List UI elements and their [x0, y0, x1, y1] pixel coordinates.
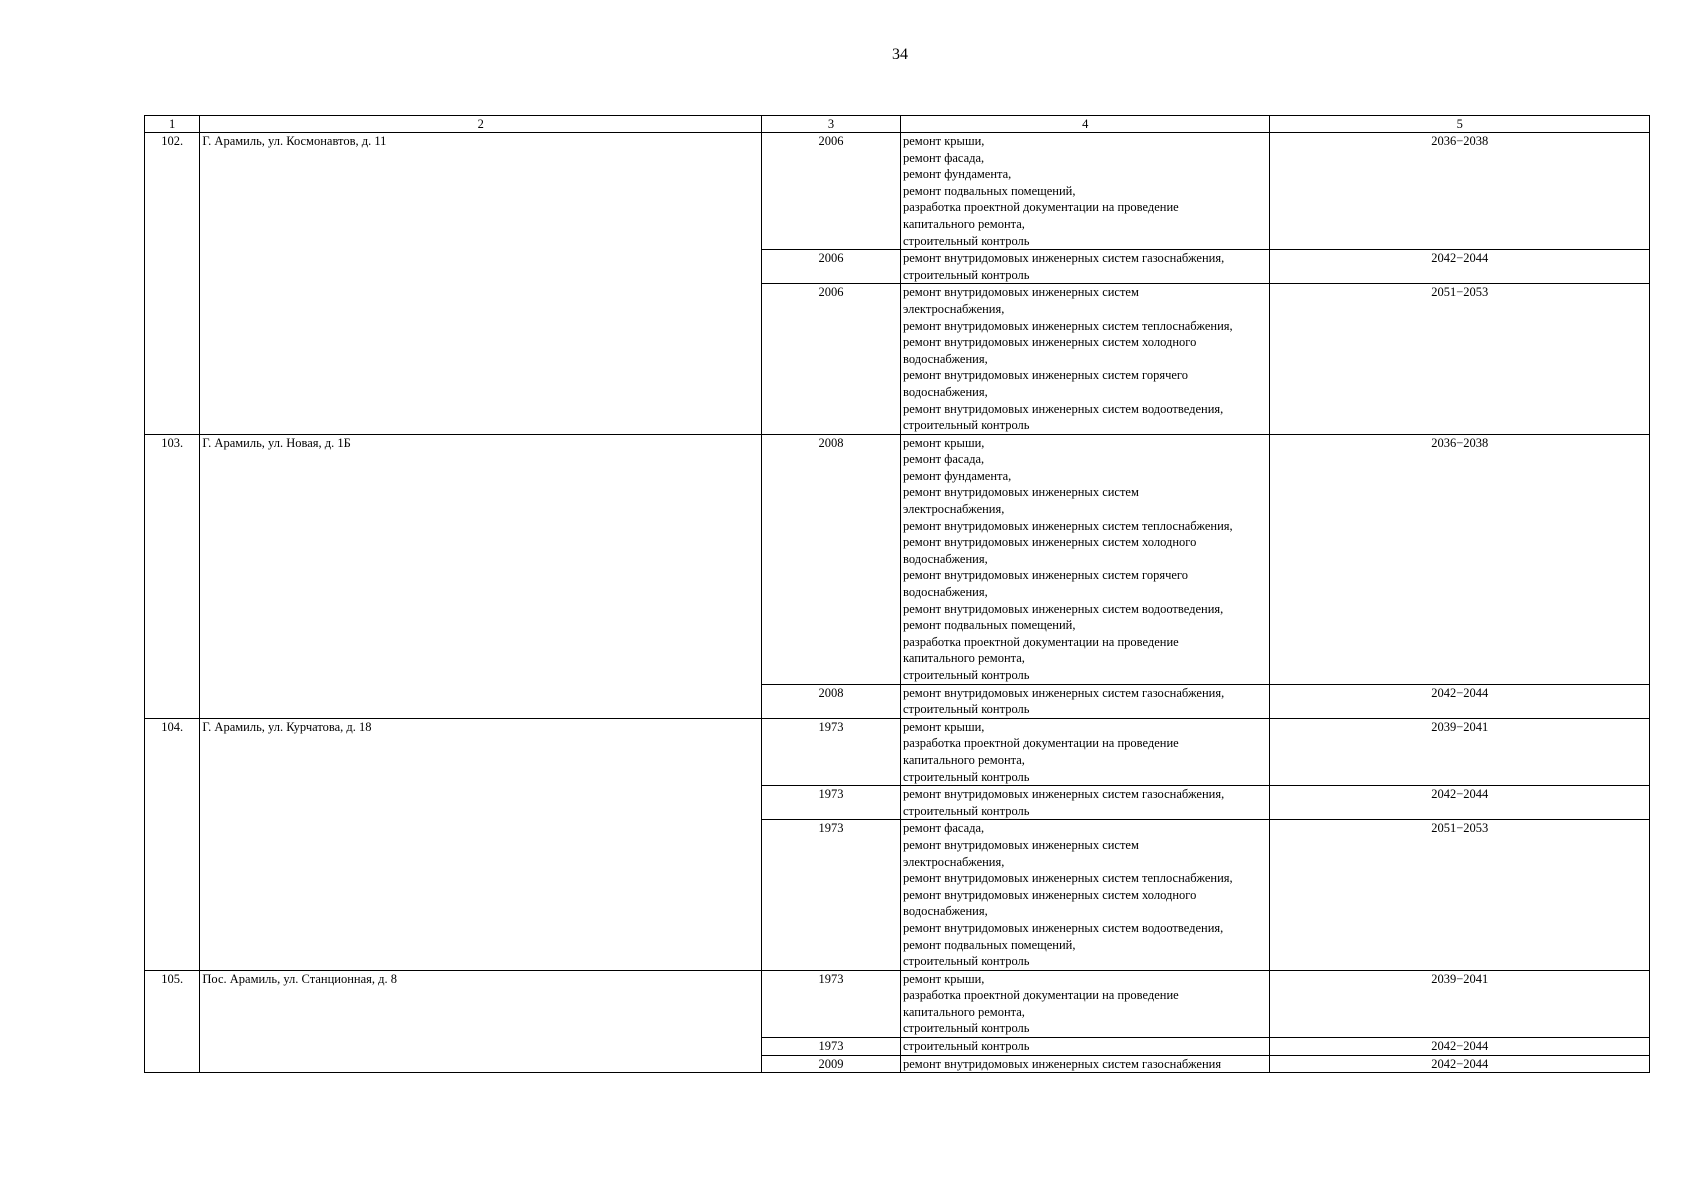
work-item: строительный контроль — [903, 418, 1030, 433]
work-item: ремонт фундамента, — [903, 167, 1012, 182]
commission-year: 1973 — [762, 970, 901, 1037]
planned-period: 2039−2041 — [1270, 970, 1650, 1037]
work-item: ремонт крыши, — [903, 971, 985, 986]
table-body — [145, 133, 1650, 1073]
commission-year: 1973 — [762, 786, 901, 820]
work-item: ремонт внутридомовых инженерных систем — [903, 485, 1139, 500]
commission-year: 2006 — [762, 250, 901, 284]
work-item: разработка проектной документации на проведение — [903, 200, 1179, 215]
work-item: строительный контроль — [903, 233, 1030, 248]
planned-period: 2036−2038 — [1270, 434, 1650, 684]
work-item: электроснабжения, — [903, 854, 1005, 869]
work-item: ремонт внутридомовых инженерных систем газоснабжения, — [903, 251, 1225, 266]
page-number: 34 — [892, 46, 908, 63]
work-item: строительный контроль — [903, 668, 1030, 682]
work-item: ремонт крыши, — [903, 719, 985, 734]
work-types — [901, 684, 1270, 718]
work-types — [901, 786, 1270, 820]
header-cell-2: 2 — [200, 116, 762, 133]
work-item: ремонт внутридомовых инженерных систем — [903, 837, 1139, 852]
header-cell-4: 4 — [901, 116, 1270, 133]
building-address: Г. Арамиль, ул. Новая, д. 1Б — [200, 434, 762, 718]
work-item: ремонт внутридомовых инженерных систем газоснабжения, — [903, 787, 1225, 802]
repair-schedule-table — [144, 115, 1650, 1073]
building-address: Пос. Арамиль, ул. Станционная, д. 8 — [200, 970, 762, 1073]
commission-year: 1973 — [762, 820, 901, 970]
work-item: капитального ремонта, — [903, 216, 1025, 231]
work-types — [901, 1038, 1270, 1056]
work-item: строительный контроль — [903, 769, 1030, 784]
work-item: ремонт внутридомовых инженерных систем теплоснабжения, — [903, 871, 1233, 886]
work-item: строительный контроль — [903, 1039, 1030, 1054]
work-item: ремонт фасада, — [903, 150, 985, 165]
building-address: Г. Арамиль, ул. Курчатова, д. 18 — [200, 718, 762, 970]
row-number: 104. — [145, 718, 200, 970]
row-number: 103. — [145, 434, 200, 718]
work-types — [901, 1055, 1270, 1073]
work-item: строительный контроль — [903, 954, 1030, 969]
table-row — [145, 434, 1650, 684]
table-row — [145, 133, 1650, 250]
work-item: ремонт подвальных помещений, — [903, 618, 1076, 633]
building-address: Г. Арамиль, ул. Космонавтов, д. 11 — [200, 133, 762, 435]
planned-period: 2039−2041 — [1270, 718, 1650, 785]
work-item: капитального ремонта, — [903, 1004, 1025, 1019]
work-item: электроснабжения, — [903, 502, 1005, 517]
work-item: водоснабжения, — [903, 351, 988, 366]
commission-year: 2006 — [762, 133, 901, 250]
work-item: ремонт внутридомовых инженерных систем холодного — [903, 887, 1197, 902]
work-item: водоснабжения, — [903, 904, 988, 919]
work-item: ремонт внутридомовых инженерных систем газоснабжения — [903, 1056, 1222, 1071]
planned-period: 2042−2044 — [1270, 1038, 1650, 1056]
commission-year: 1973 — [762, 718, 901, 785]
work-item: капитального ремонта, — [903, 752, 1025, 767]
work-item: строительный контроль — [903, 702, 1030, 717]
work-types — [901, 820, 1270, 970]
work-types — [901, 970, 1270, 1037]
work-item: ремонт фундамента, — [903, 468, 1012, 483]
planned-period: 2042−2044 — [1270, 250, 1650, 284]
planned-period: 2042−2044 — [1270, 786, 1650, 820]
work-item: разработка проектной документации на проведение — [903, 634, 1179, 649]
commission-year: 2008 — [762, 684, 901, 718]
work-item: водоснабжения, — [903, 551, 988, 566]
work-item: ремонт внутридомовых инженерных систем горячего — [903, 368, 1188, 383]
work-item: электроснабжения, — [903, 301, 1005, 316]
planned-period: 2042−2044 — [1270, 1055, 1650, 1073]
work-item: ремонт внутридомовых инженерных систем водоотведения, — [903, 920, 1224, 935]
commission-year: 2008 — [762, 434, 901, 684]
work-item: ремонт подвальных помещений, — [903, 937, 1076, 952]
work-item: ремонт внутридомовых инженерных систем газоснабжения, — [903, 685, 1225, 700]
work-item: ремонт фасада, — [903, 452, 985, 467]
work-item: ремонт внутридомовых инженерных систем холодного — [903, 535, 1197, 550]
table-row — [145, 970, 1650, 1037]
header-cell-1: 1 — [145, 116, 200, 133]
commission-year: 1973 — [762, 1038, 901, 1056]
work-item: разработка проектной документации на проведение — [903, 736, 1179, 751]
work-types — [901, 718, 1270, 785]
work-types — [901, 250, 1270, 284]
planned-period: 2051−2053 — [1270, 820, 1650, 970]
work-item: водоснабжения, — [903, 384, 988, 399]
table-header — [145, 116, 1650, 133]
work-item: ремонт крыши, — [903, 134, 985, 148]
table-row — [145, 718, 1650, 785]
work-item: ремонт подвальных помещений, — [903, 183, 1076, 198]
work-item: ремонт внутридомовых инженерных систем теплоснабжения, — [903, 518, 1233, 533]
row-number: 105. — [145, 970, 200, 1073]
planned-period: 2051−2053 — [1270, 284, 1650, 434]
work-types — [901, 434, 1270, 684]
work-item: ремонт внутридомовых инженерных систем водоотведения, — [903, 401, 1224, 416]
work-item: строительный контроль — [903, 267, 1030, 282]
planned-period: 2036−2038 — [1270, 133, 1650, 250]
work-item: ремонт внутридомовых инженерных систем — [903, 285, 1139, 300]
work-item: ремонт крыши, — [903, 435, 985, 450]
work-item: строительный контроль — [903, 1021, 1030, 1036]
work-item: ремонт внутридомовых инженерных систем водоотведения, — [903, 601, 1224, 616]
header-cell-3: 3 — [762, 116, 901, 133]
work-item: ремонт внутридомовых инженерных систем холодного — [903, 335, 1197, 350]
work-item: ремонт внутридомовых инженерных систем теплоснабжения, — [903, 318, 1233, 333]
work-item: ремонт фасада, — [903, 821, 985, 836]
commission-year: 2006 — [762, 284, 901, 434]
planned-period: 2042−2044 — [1270, 684, 1650, 718]
work-item: разработка проектной документации на проведение — [903, 988, 1179, 1003]
work-item: строительный контроль — [903, 803, 1030, 818]
work-item: капитального ремонта, — [903, 651, 1025, 666]
work-types — [901, 284, 1270, 434]
work-item: водоснабжения, — [903, 585, 988, 600]
row-number: 102. — [145, 133, 200, 435]
work-item: ремонт внутридомовых инженерных систем горячего — [903, 568, 1188, 583]
work-types — [901, 133, 1270, 250]
commission-year: 2009 — [762, 1055, 901, 1073]
header-row — [145, 116, 1650, 133]
header-cell-5: 5 — [1270, 116, 1650, 133]
